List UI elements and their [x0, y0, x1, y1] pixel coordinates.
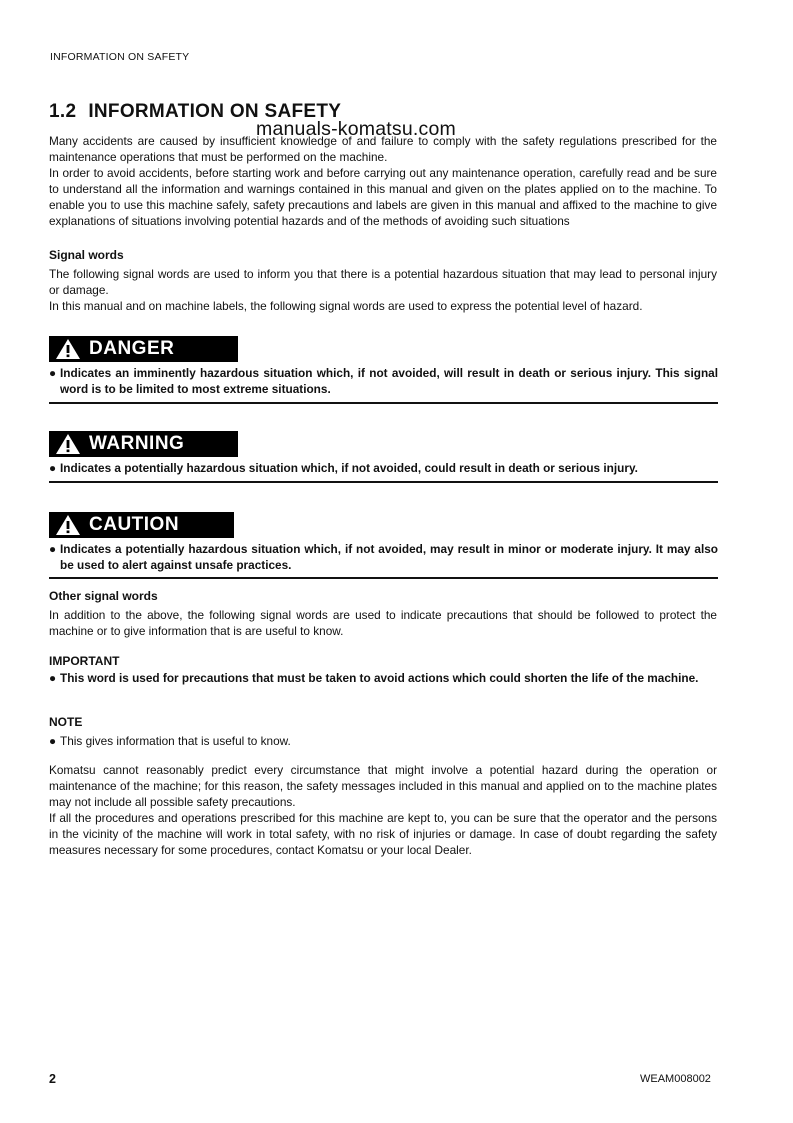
danger-description: [49, 365, 718, 397]
intro-text: [49, 133, 717, 229]
other-signal-words-paragraph: In addition to the above, the following signal words are used to indicate precautions that should be followed to protect the machine or to give information that is are useful to know.: [49, 608, 717, 638]
running-header: INFORMATION ON SAFETY: [50, 51, 190, 63]
closing-paragraph-1: Komatsu cannot reasonably predict every circumstance that might involve a potential hazard during the operation or maintenance of the machine; for this reason, the safety messages included in this manual and applied on to the machine plates may not include all possible safety precautions.: [49, 763, 717, 809]
warning-triangle-icon: [55, 514, 81, 536]
caution-word: CAUTION: [89, 514, 180, 535]
bullet-icon: ●: [49, 366, 57, 380]
section-number: 1.2: [49, 101, 77, 122]
other-signal-words-heading: Other signal words: [49, 589, 158, 603]
watermark: manuals-komatsu.com: [256, 118, 456, 140]
caution-label-box: [49, 512, 234, 538]
intro-paragraph-1: Many accidents are caused by insufficient knowledge of and failure to comply with the safety regulations prescribed for the maintenance operations that must be performed on the machine.: [49, 134, 717, 164]
other-signal-words-text: [49, 607, 717, 639]
document-code: WEAM008002: [640, 1073, 711, 1085]
important-text: This word is used for precautions that must be taken to avoid actions which could shorten the life of the machine.: [60, 671, 699, 685]
caution-description: [49, 541, 718, 573]
page-number: 2: [49, 1072, 56, 1086]
section-title-text: INFORMATION ON SAFETY: [88, 101, 342, 122]
closing-paragraph-2: If all the procedures and operations prescribed for this machine are kept to, you can be sure that the operator and the persons in the vicinity of the machine will work in total safety, with no risk of injuries or damage. In case of doubt regarding the safety measures necessary for some procedures, contact Komatsu or your local Dealer.: [49, 811, 717, 857]
closing-text: [49, 762, 717, 858]
warning-triangle-icon: [55, 338, 81, 360]
caution-divider: [49, 577, 718, 579]
signal-words-paragraph-2: In this manual and on machine labels, the following signal words are used to express the potential level of hazard.: [49, 299, 643, 313]
danger-divider: [49, 402, 718, 404]
bullet-icon: ●: [49, 461, 57, 475]
caution-text: Indicates a potentially hazardous situation which, if not avoided, may result in minor or moderate injury. It may also be used to alert against unsafe practices.: [60, 542, 718, 572]
warning-label-box: [49, 431, 238, 457]
bullet-icon: ●: [49, 734, 57, 748]
danger-label-box: [49, 336, 238, 362]
note-text: This gives information that is useful to know.: [60, 734, 291, 748]
danger-word: DANGER: [89, 338, 175, 359]
danger-text: Indicates an imminently hazardous situation which, if not avoided, will result in death or serious injury. This signal word is to be limited to most extreme situations.: [60, 366, 718, 396]
signal-words-heading: Signal words: [49, 248, 124, 262]
note-description: [49, 733, 718, 749]
signal-words-text: [49, 266, 717, 314]
warning-text: Indicates a potentially hazardous situation which, if not avoided, could result in death or serious injury.: [60, 461, 638, 475]
important-description: [49, 670, 718, 686]
signal-words-paragraph-1: The following signal words are used to inform you that there is a potential hazardous situation that may lead to personal injury or damage.: [49, 267, 717, 297]
bullet-icon: ●: [49, 671, 57, 685]
bullet-icon: ●: [49, 542, 57, 556]
important-heading: IMPORTANT: [49, 654, 120, 668]
warning-description: [49, 460, 718, 476]
note-heading: NOTE: [49, 715, 83, 729]
warning-word: WARNING: [89, 433, 185, 454]
intro-paragraph-2: In order to avoid accidents, before starting work and before carrying out any maintenance operation, carefully read and be sure to understand all the information and warnings contained in this manual and given on the plates applied on to the machine. To enable you to use this machine safely, safety precautions and labels are given in this manual and affixed to the machine to give explanations of situations involving potential hazards and of the methods of avoiding such situations: [49, 166, 717, 228]
warning-triangle-icon: [55, 433, 81, 455]
warning-divider: [49, 481, 718, 483]
